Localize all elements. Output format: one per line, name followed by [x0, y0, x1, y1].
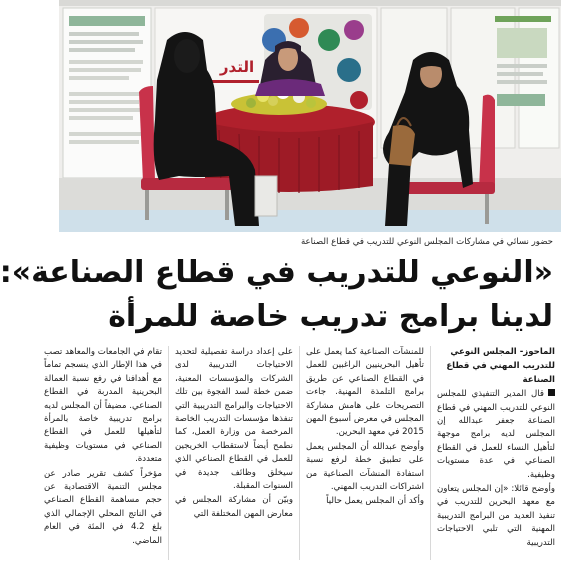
exhibition-booth-photo — [59, 0, 561, 232]
paragraph-bullet — [548, 389, 555, 396]
column-divider — [299, 346, 300, 560]
article-column-2 — [306, 346, 424, 560]
byline-org: للتدريب المهني في قطاع الصناعة — [446, 361, 555, 385]
paragraph: وأكد أن المجلس يعمل حالياً — [326, 496, 424, 507]
article-photo — [59, 0, 561, 232]
headline-line-2: لدينا برامج تدريب خاصة للمرأة — [108, 299, 553, 334]
column-divider — [168, 346, 169, 560]
paragraph: وبيّن أن مشاركة المجلس في معارض المهن المختلفة التي — [175, 495, 293, 519]
paragraph: تقام في الجامعات والمعاهد تصب في هذا الإطار الذي ينسجم تماماً مع أهدافنا في رفع نسبة العمالة البحرينية المدربة في القطاع الصناعي. مضيفاً أن المجلس لديه برامج تدريبية خاصة بالمرأة لتأهيلها للعمل في القطاع الصناعي في مستويات وظيفية متعددة. — [44, 347, 162, 465]
headline-line-1: «النوعي للتدريب في قطاع الصناعة»: — [0, 255, 553, 290]
paragraph: قال المدير التنفيذي للمجلس النوعي للتدريب المهني في قطاع الصناعة جعفر عبدالله إن المجلس لديه برامج موجهة لتأهيل النساء للعمل في القطاع الصناعي في عدة مستويات وظيفية. — [437, 389, 555, 480]
photo-caption: حضور نسائي في مشاركات المجلس النوعي للتدريب في قطاع الصناعة — [300, 237, 553, 247]
column-divider — [430, 346, 431, 560]
paragraph: على إعداد دراسة تفصيلية لتحديد الاحتياجات التدريبية لدى الشركات والمؤسسات المعنية، ضمن خطة لسد الفجوة بين تلك الاحتياجات والبرامج التدريبية التي تنفذها مؤسسات التدريب الخاصة المرخصة من وزارة العمل، كما نطمح أيضاً لاستقطاب الخريجين للعمل في القطاع الصناعي الذي سيخلق وظائف جديدة في السنوات المقبلة. — [175, 347, 293, 492]
paragraph: مؤخراً كشف تقرير صادر عن مجلس التنمية الاقتصادية عن حجم مساهمة القطاع الصناعي في الناتج المحلي الإجمالي الذي بلغ 4.2 في المئة في العام الماضي. — [44, 468, 162, 546]
left-poster — [63, 8, 151, 178]
banner-text: التدر — [219, 58, 255, 76]
paragraph: وأوضح قائلا: «إن المجلس يتعاون مع معهد البحرين للتدريب في تنفيذ العديد من البرامج التدريبية المهنية التي تلبي الاحتياجات التدريبية — [437, 484, 555, 548]
article-column-3 — [175, 346, 293, 560]
article-columns — [44, 346, 555, 560]
article-column-4 — [44, 346, 162, 560]
byline-place: الماحوز- المجلس النوعي — [450, 347, 555, 357]
article-column-1 — [437, 346, 555, 560]
paragraph: وأوضح عبدالله أن المجلس يعمل على تطبيق خطة لرفع نسبة استفادة المنشآت الصناعية من اشتراكات التدريب المهني. — [306, 441, 424, 493]
paragraph: للمنشآت الصناعية كما يعمل على تأهيل البحرينيين الراغبين للعمل في القطاع الصناعي عن طريق برامج التلمذة المهنية. جاءت التصريحات على هامش مشاركة المجلس في معرض أسبوع المهن 2015 في معهد البحرين. — [306, 347, 424, 438]
